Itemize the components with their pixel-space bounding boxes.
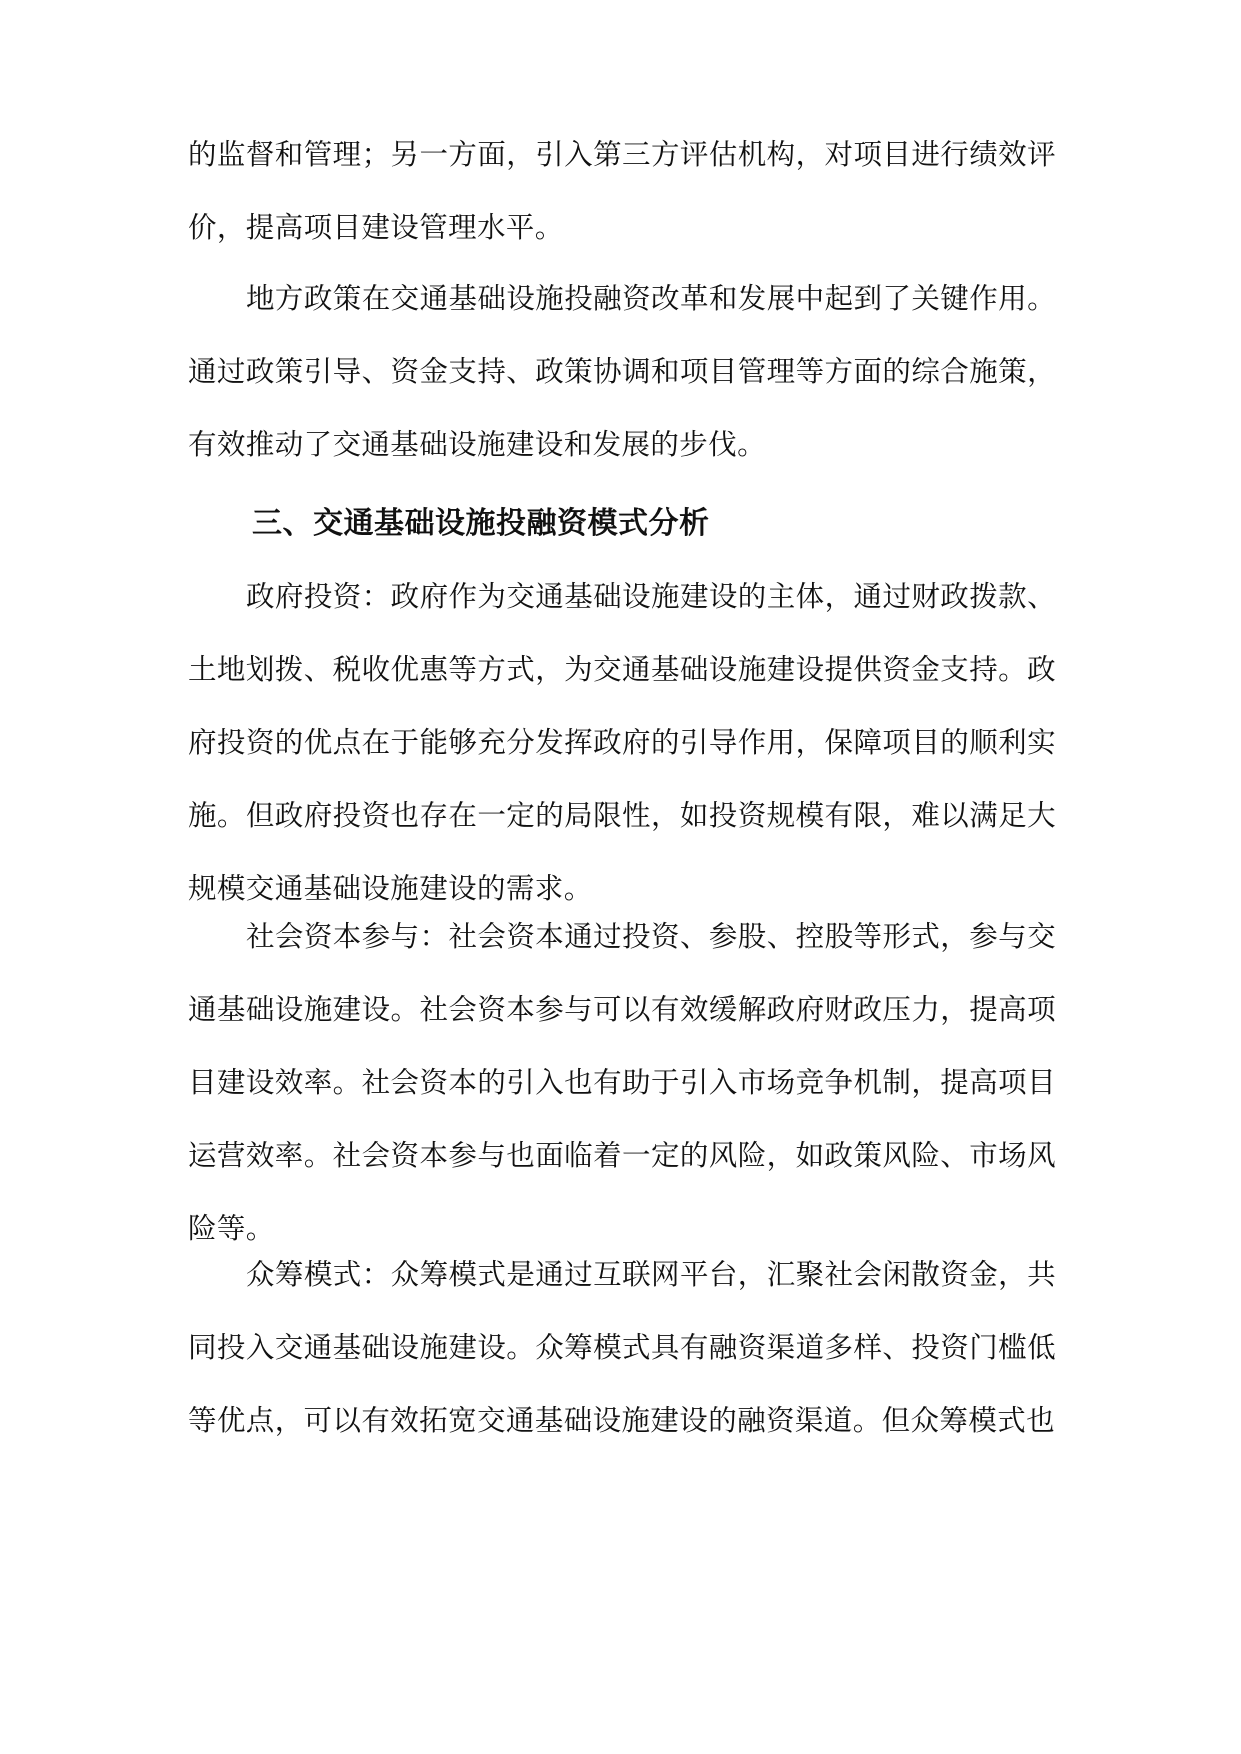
paragraph-crowdfunding: 众筹模式：众筹模式是通过互联网平台，汇聚社会闲散资金，共同投入交通基础设施建设。众筹模式具有融资渠道多样、投资门槛低等优点，可以有效拓宽交通基础设施建设的融资渠道。但众筹模式也 [188,1258,1056,1437]
paragraph-government-investment: 政府投资：政府作为交通基础设施建设的主体，通过财政拨款、土地划拨、税收优惠等方式，为交通基础设施建设提供资金支持。政府投资的优点在于能够充分发挥政府的引导作用，保障项目的顺利实施。但政府投资也存在一定的局限性，如投资规模有限，难以满足大规模交通基础设施建设的需求。 [188,580,1056,905]
paragraph-supervision: 的监督和管理；另一方面，引入第三方评估机构，对项目进行绩效评价，提高项目建设管理水平。 [188,138,1056,244]
section-heading: 三、交通基础设施投融资模式分析 [252,506,710,541]
paragraph-local-policy: 地方政策在交通基础设施投融资改革和发展中起到了关键作用。通过政策引导、资金支持、政策协调和项目管理等方面的综合施策，有效推动了交通基础设施建设和发展的步伐。 [188,282,1056,461]
paragraph-social-capital: 社会资本参与：社会资本通过投资、参股、控股等形式，参与交通基础设施建设。社会资本参与可以有效缓解政府财政压力，提高项目建设效率。社会资本的引入也有助于引入市场竞争机制，提高项目运营效率。社会资本参与也面临着一定的风险，如政策风险、市场风险等。 [188,920,1056,1245]
